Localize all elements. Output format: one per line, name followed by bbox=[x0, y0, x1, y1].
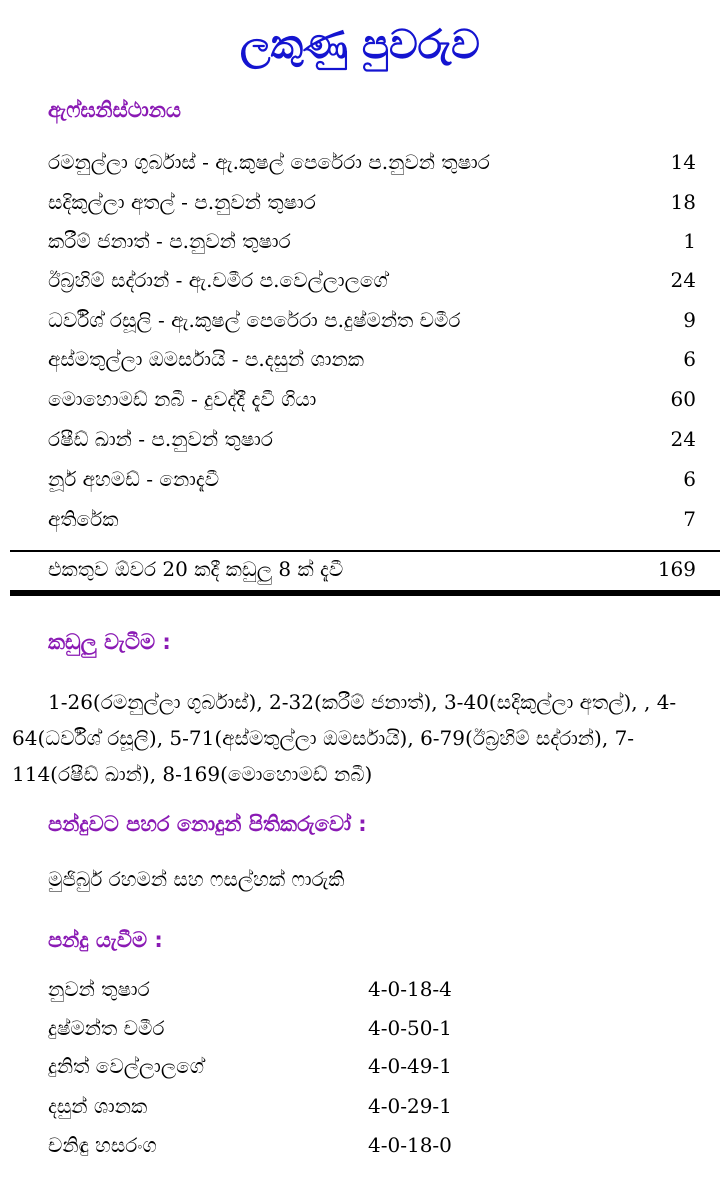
batting-row bbox=[48, 464, 696, 494]
innings-heading: ඇෆ්ඝනිස්ථානය bbox=[48, 98, 181, 122]
fall-of-wickets-text bbox=[12, 684, 712, 792]
batsman-runs: 24 bbox=[670, 268, 696, 292]
did-not-bat-heading: පන්දුවට පහර නොදුන් පිතිකරුවෝ : bbox=[48, 812, 367, 836]
batsman-dismissal: රෂීඩ් ඛාන් - ප.නුවන් තුෂාර bbox=[48, 427, 273, 451]
batsman-runs: 24 bbox=[670, 427, 696, 451]
bowler-name: දුනිත් වෙල්ලාලගේ bbox=[48, 1054, 204, 1078]
batsman-dismissal: අතිරේක bbox=[48, 507, 119, 531]
batsman-dismissal: රමනුල්ලා ගුර්බාස් - ඇ.කුෂල් පෙරේරා ප.නුවන් තුෂාර bbox=[48, 150, 490, 174]
bowler-figures: 4-0-18-4 bbox=[368, 977, 452, 1001]
bowler-name: චනිඳු හසරංග bbox=[48, 1133, 157, 1157]
bowling-row bbox=[48, 1054, 548, 1084]
batting-row bbox=[48, 424, 696, 454]
total-row bbox=[48, 557, 696, 581]
batsman-dismissal: ධර්විශ් රසූලි - ඇ.කුෂල් පෙරේරා ප.දුෂ්මන්ත චමීර bbox=[48, 308, 461, 332]
batsman-dismissal: මොහොමඩ් නබී - දුවද්දී දැවී ගියා bbox=[48, 387, 317, 411]
batting-row bbox=[48, 504, 696, 534]
batting-row bbox=[48, 187, 696, 217]
batsman-runs: 6 bbox=[683, 347, 696, 371]
bowling-row bbox=[48, 1016, 548, 1046]
batsman-dismissal: සදිකුල්ලා අතල් - ප.නුවන් තුෂාර bbox=[48, 190, 316, 214]
bowler-name: දුෂ්මන්ත චමීර bbox=[48, 1016, 165, 1040]
bowling-row bbox=[48, 977, 548, 1007]
batsman-runs: 14 bbox=[670, 150, 696, 174]
batsman-runs: 7 bbox=[683, 507, 696, 531]
batsman-dismissal: කරීම් ජනාත් - ප.නුවන් තුෂාර bbox=[48, 229, 291, 253]
bowler-figures: 4-0-29-1 bbox=[368, 1094, 452, 1118]
batsman-dismissal: නූර් අහමඩ් - නොදැවී bbox=[48, 467, 220, 491]
batting-row bbox=[48, 305, 696, 335]
batsman-dismissal: අස්මතුල්ලා ඔමර්සායි - ප.දසුන් ශානක bbox=[48, 347, 364, 371]
batting-row bbox=[48, 384, 696, 414]
total-label: එකතුව ඕවර 20 කදී කඩුලු 8 ක් දැවී bbox=[48, 557, 344, 581]
bowler-name: දසුන් ශානක bbox=[48, 1094, 148, 1118]
batting-row bbox=[48, 147, 696, 177]
did-not-bat-text: මුජිබුර් රහමන් සහ ෆසල්හක් ෆාරුකි bbox=[48, 867, 345, 891]
bowler-name: නුවන් තුෂාර bbox=[48, 977, 150, 1001]
batsman-runs: 18 bbox=[670, 190, 696, 214]
batsman-runs: 60 bbox=[670, 387, 696, 411]
batting-row bbox=[48, 226, 696, 256]
total-top-rule bbox=[10, 550, 720, 552]
scorecard-title: ලකුණු පුවරුව bbox=[240, 22, 480, 68]
bowling-heading: පන්දු යැවීම : bbox=[48, 928, 163, 952]
batsman-runs: 1 bbox=[683, 229, 696, 253]
bowling-row bbox=[48, 1133, 548, 1163]
fall-of-wickets-body: 1-26(රමනුල්ලා ගුර්බාස්), 2-32(කරීම් ජනාත්), 3-40(සදිකුල්ලා අතල්), , 4-64(ධර්විශ් රසූලි), 5-71(අස්මතුල්ලා ඔමර්සායි), 6-79(ඊබ්‍රහිම් සද්රාන්), 7-114(රෂීඩ් ඛාන්), 8-169(මොහොමඩ් නබී) bbox=[12, 690, 677, 786]
batsman-runs: 9 bbox=[683, 308, 696, 332]
fall-of-wickets-heading: කඩුලු වැටීම : bbox=[48, 630, 171, 654]
bowling-row bbox=[48, 1094, 548, 1124]
bowler-figures: 4-0-50-1 bbox=[368, 1016, 452, 1040]
bowler-figures: 4-0-18-0 bbox=[368, 1133, 452, 1157]
total-bottom-rule bbox=[10, 590, 720, 596]
batting-row bbox=[48, 344, 696, 374]
bowler-figures: 4-0-49-1 bbox=[368, 1054, 452, 1078]
batting-row bbox=[48, 265, 696, 295]
batsman-runs: 6 bbox=[683, 467, 696, 491]
batsman-dismissal: ඊබ්‍රහිම් සද්රාන් - ඇ.චමීර ප.වෙල්ලාලගේ bbox=[48, 268, 388, 292]
total-value: 169 bbox=[657, 557, 696, 581]
